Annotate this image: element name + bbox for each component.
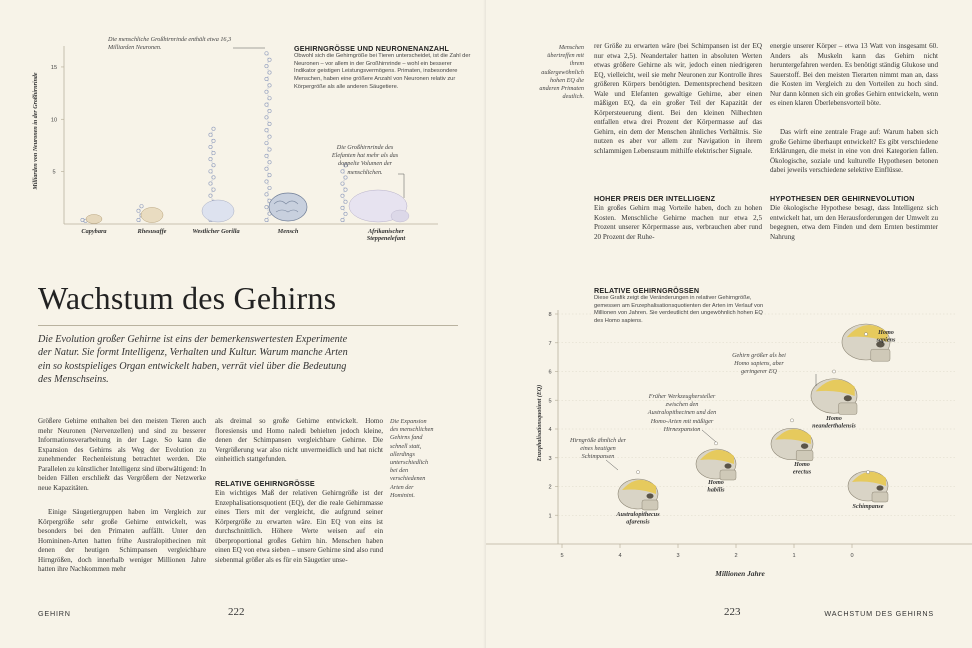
neuron-dot bbox=[341, 218, 344, 221]
label-gorilla: Westlicher Gorilla bbox=[192, 228, 240, 235]
neuron-dot bbox=[209, 182, 212, 185]
label-human: Mensch bbox=[277, 228, 299, 235]
right-folio: WACHSTUM DES GEHIRNS bbox=[824, 609, 934, 618]
left-col1-p2: Einige Säugetiergruppen haben im Vergleich zur Körpergröße sehr große Gehirne entwickelt, was besonders bei den Primaten auffällt. Unter den Homininen-Arten hatten frühe Australopithecinen mit denen der heutigen Schimpansen vergleichbare Hirngrößen, doch innerhalb weniger Millionen Jahre hatten ihre Nachkommen mehr bbox=[38, 508, 206, 574]
eq-y-tick-label: 1 bbox=[548, 513, 552, 520]
left-margin-note: Die Expansion des menschlichen Gehirns fand schnell statt, allerdings unterschiedlich bei den verschiedenen Arten der Hominini. bbox=[390, 418, 434, 499]
right-col1-p2: Ein großes Gehirn mag Vorteile haben, doch zu hohen Kosten. Menschliche Gehirne machen nur etwa 2,5 Prozent unserer Körpermasse aus, verbrauchen aber rund 20 Prozent der Ruhe- bbox=[594, 204, 762, 241]
neuron-dot bbox=[341, 206, 344, 209]
relative-brain-heading: RELATIVE GEHIRNGRÖSSE bbox=[215, 479, 315, 488]
neuron-dot bbox=[341, 182, 344, 185]
neuron-dot bbox=[212, 151, 215, 154]
neuron-dot bbox=[265, 180, 268, 183]
eq-x-tick-label: 1 bbox=[792, 553, 796, 559]
neuron-dot bbox=[344, 188, 347, 191]
right-col2-p1: energie unserer Körper – etwa 13 Watt von insgesamt 60. Anders als Muskeln kann das Gehirn nicht heruntergefahren werden. Es benötigt ständig Glukose und Sauerstoff. Bei den meisten Tierarten nimmt man an, dass die Kosten im Vergleich zu den Vorteilen zu hoch sind. Nur dann können sich ein großes Gehirn entwickeln, wenn es einen klaren Überlebensvorteil böte. bbox=[770, 42, 938, 108]
eq-point-label: Schimpanse bbox=[852, 503, 884, 510]
neuron-dot bbox=[268, 161, 271, 164]
left-folio: GEHIRN bbox=[38, 609, 71, 618]
right-col1-p1: rer Größe zu erwarten wäre (bei Schimpansen ist der EQ nur etwa 2,5). Neandertaler hatten in absoluten Werten etwas größere Gehirne als wir, jedoch einen niedrigeren EQ, vielleicht, weil sie mehr Neuronen zur Kontrolle ihres größeren Körpers benötigten. Dementsprechend besitzen Wale und Elefanten gewaltige Gehirne, aber einen mäßigen EQ, da ein großer Teil der Kapazität der Körpersteuerung dient. Bei den kleinen Nilhechten entfallen etwa drei Prozent der Körpermasse auf das Gehirn, ein dem der Menschen ähnliches Verhältnis. Sie nutzen es aber vor allem zur Navigation in ihrem schlammigen Lebensraum mithilfe elektrischer Signale. bbox=[594, 42, 762, 156]
label-capybara: Capybara bbox=[81, 228, 107, 235]
right-margin-note: Menschen übertreffen mit ihrem außergewöhnlich hohen EQ die anderen Primaten deutlich. bbox=[539, 44, 584, 101]
neuron-dot bbox=[209, 133, 212, 136]
eq-y-axis-label: Enzephalisationsquotient (EQ) bbox=[537, 384, 543, 462]
eq-chart bbox=[486, 280, 972, 590]
right-col2-p3: Die ökologische Hypothese besagt, dass Intelligenz sich entwickelt hat, um den Herausforderungen der Umwelt zu begegnen, etwa dem Finden und dem Ernten bestimmter Nahrung bbox=[770, 204, 938, 241]
neuron-dot bbox=[265, 167, 268, 170]
human-brain bbox=[269, 193, 307, 221]
neuron-dot bbox=[344, 200, 347, 203]
eq-point bbox=[714, 442, 717, 445]
eq-point bbox=[636, 471, 639, 474]
neuron-dot bbox=[341, 194, 344, 197]
neuron-dot bbox=[265, 116, 268, 119]
eq-point-label: Australopithecus afarensis bbox=[616, 511, 660, 526]
neuron-dot bbox=[268, 109, 271, 112]
neuron-dot bbox=[209, 194, 212, 197]
eq-y-tick-label: 2 bbox=[548, 484, 552, 491]
eq-y-tick-label: 8 bbox=[548, 312, 552, 318]
left-col2-p1: als dreimal so große Gehirne entwickelt. Homo floresiensis und Homo naledi behielten jedoch kleine, denen der Schimpansen vergleichbare Gehirne. Die Vergrößerung war also nicht unvermeidlich und hat nicht einheitlich stattgefunden. bbox=[215, 417, 383, 464]
neuron-dot bbox=[137, 218, 140, 221]
neuron-dot bbox=[268, 71, 271, 74]
neuron-dot bbox=[265, 193, 268, 196]
eq-skull bbox=[771, 428, 813, 461]
eq-x-tick-label: 3 bbox=[676, 553, 680, 559]
right-page bbox=[486, 0, 972, 648]
neuron-note-top: Die menschliche Großhirnrinde enthält etwa 16,3 Milliarden Neuronen. bbox=[108, 36, 232, 52]
neuron-stack bbox=[265, 52, 271, 222]
neuron-y-tick-label: 15 bbox=[50, 64, 58, 71]
neuron-dot bbox=[140, 205, 143, 208]
neuron-dot bbox=[268, 97, 271, 100]
eq-x-tick-label: 0 bbox=[850, 553, 854, 559]
neuron-dot bbox=[209, 170, 212, 173]
eq-x-axis-label: Millionen Jahre bbox=[715, 569, 765, 578]
eq-y-tick-label: 4 bbox=[548, 427, 552, 433]
intro-text: Die Evolution großer Gehirne ist eins der bemerkenswertesten Experimente der Natur. Sie formt Intelligenz, Verhalten und Kultur. Warum manche Arten ein so kostspieliges Organ entwickelt haben, verrät viel über die Bedeutung des Menschseins. bbox=[38, 334, 348, 385]
eq-point bbox=[790, 419, 793, 422]
neuron-dot bbox=[265, 77, 268, 80]
page-title: Wachstum des Gehirns bbox=[38, 280, 337, 316]
eq-note-chimp: Hirngröße ähnlich der eines heutigen Schimpansen bbox=[569, 437, 627, 461]
neuron-dot bbox=[265, 64, 268, 67]
eq-y-tick-label: 6 bbox=[548, 369, 552, 376]
eq-x-tick-label: 2 bbox=[734, 553, 738, 559]
eq-y-tick-label: 5 bbox=[548, 398, 552, 405]
eq-point-label: Homo erectus bbox=[792, 461, 812, 476]
left-page-number: 222 bbox=[228, 606, 245, 618]
neuron-dot bbox=[212, 139, 215, 142]
neuron-dot bbox=[268, 186, 271, 189]
neuron-dot bbox=[265, 52, 268, 55]
neuron-dot bbox=[265, 218, 268, 221]
eq-point-label: Homo neanderthalensis bbox=[812, 415, 856, 430]
neuron-dot bbox=[268, 135, 271, 138]
neuron-dot bbox=[265, 154, 268, 157]
neuron-dot bbox=[268, 173, 271, 176]
neuron-dot bbox=[137, 209, 140, 212]
neuron-dot bbox=[268, 148, 271, 151]
right-page-number: 223 bbox=[724, 606, 741, 618]
left-col2-p2: Ein wichtiges Maß der relativen Gehirngröße ist der Enzephalisationsquotient (EQ), der die reale Gehirnmasse eines Tiers mit der vergleicht, die aufgrund seiner Körpergröße zu erwarten wäre. Ein EQ von eins ist durchschnittlich. Höhere Werte weisen auf ein überproportional großes Gehirn hin. Menschen haben einen EQ von etwa sieben – unsere Gehirne sind also rund siebenmal größer als es für ein Säugetier unse- bbox=[215, 489, 383, 564]
right-col2-p2: Das wirft eine zentrale Frage auf: Warum haben sich große Gehirne überhaupt entwickelt? Es gibt verschiedene Erklärungen, die meist in eine von drei Kategorien fallen. Ökologische, soziale und kulturelle Hypothesen betonen dabei jeweils verschiedene selektive Einflüsse. bbox=[770, 128, 938, 175]
eq-point-label: Homo habilis bbox=[707, 479, 725, 494]
eq-point bbox=[832, 370, 835, 373]
eq-point-label: Homo sapiens bbox=[876, 329, 896, 344]
neuron-dot bbox=[344, 212, 347, 215]
eq-skull bbox=[696, 449, 736, 480]
neuron-dot bbox=[212, 127, 215, 130]
neuron-dot bbox=[268, 84, 271, 87]
neuron-dot bbox=[268, 58, 271, 61]
cost-heading: HOHER PREIS DER INTELLIGENZ bbox=[594, 194, 716, 203]
neuron-dot bbox=[212, 176, 215, 179]
neuron-dot bbox=[209, 145, 212, 148]
hypotheses-heading: HYPOTHESEN DER GEHIRNEVOLUTION bbox=[770, 194, 915, 203]
neuron-dot bbox=[212, 164, 215, 167]
elephant-note: Die Großhirnrinde des Elefanten hat mehr als das doppelte Volumen der menschlichen. bbox=[331, 144, 399, 176]
neuron-dot bbox=[265, 141, 268, 144]
eq-y-tick-label: 7 bbox=[548, 340, 552, 347]
neuron-dot bbox=[212, 188, 215, 191]
neuron-dot bbox=[265, 103, 268, 106]
eq-point bbox=[866, 471, 869, 474]
eq-point bbox=[864, 333, 867, 336]
gorilla-brain bbox=[202, 200, 234, 222]
neuron-dot bbox=[265, 90, 268, 93]
eq-note-human: Gehirn größer als bei Homo sapiens, aber geringerer EQ bbox=[732, 352, 786, 376]
eq-note-tool: Früher Werkzeughersteller zwischen den Australopithecinen und den Homo-Arten mit mäßiger Hirnexpansion bbox=[647, 393, 717, 433]
neuron-y-axis-label: Milliarden von Neuronen in der Großhirnrinde bbox=[33, 72, 39, 190]
neuron-y-tick-label: 10 bbox=[50, 117, 58, 124]
eq-x-tick-label: 4 bbox=[618, 553, 622, 559]
eq-skull bbox=[848, 471, 888, 502]
eq-x-tick-label: 5 bbox=[560, 553, 564, 559]
eq-chart-heading: RELATIVE GEHIRNGRÖSSEN bbox=[594, 286, 700, 295]
neuron-chart-heading: GEHIRNGRÖSSE UND NEURONENANZAHL bbox=[294, 44, 450, 53]
neuron-dot bbox=[209, 157, 212, 160]
label-elephant: Afrikanischer Steppenelefant bbox=[366, 228, 406, 243]
left-col1-p1: Größere Gehirne enthalten bei den meisten Tieren auch mehr Neuronen (Nervenzellen) und sind zu besserer Informationsverarbeitung in der Lage. So kann die Expansion des Gehirns als Weg der Evolution zu zunehmender Rechenleistung betrachtet werden. Die Parallelen zu künstlicher Intelligenz sind überwältigend: In beiden Fällen erschließt das Vergrößern der Netzwerke neue Kapazitäten. bbox=[38, 417, 206, 492]
label-rhesus: Rhesusaffe bbox=[137, 228, 167, 235]
neuron-y-tick-label: 5 bbox=[52, 169, 56, 176]
neuron-dot bbox=[265, 205, 268, 208]
capybara-brain bbox=[86, 215, 102, 224]
rhesus-brain bbox=[141, 208, 163, 223]
neuron-dot bbox=[265, 129, 268, 132]
eq-chart-text: Diese Grafik zeigt die Veränderungen in relativer Gehirngröße, gemessen am Enzephalisationsquotienten der Arten im Verlauf von Millionen von Jahren. Sie verdeutlicht den ungewöhnlich hohen EQ des Homo sapiens. bbox=[594, 295, 764, 325]
elephant-brain bbox=[349, 190, 409, 222]
eq-skull bbox=[811, 379, 857, 415]
eq-skull bbox=[618, 479, 658, 510]
eq-y-tick-label: 3 bbox=[548, 455, 552, 462]
neuron-dot bbox=[268, 122, 271, 125]
neuron-chart-text: Obwohl sich die Gehirngröße bei Tieren unterscheidet, ist die Zahl der Neuronen – vor allem in der Großhirnrinde – wohl ein besserer Indikator geistigen Leistungsvermögens. Primaten, insbesondere Menschen, haben eine größere Anzahl von Neuronen relativ zur Körpergröße als alle anderen Säugetiere. bbox=[294, 53, 471, 90]
